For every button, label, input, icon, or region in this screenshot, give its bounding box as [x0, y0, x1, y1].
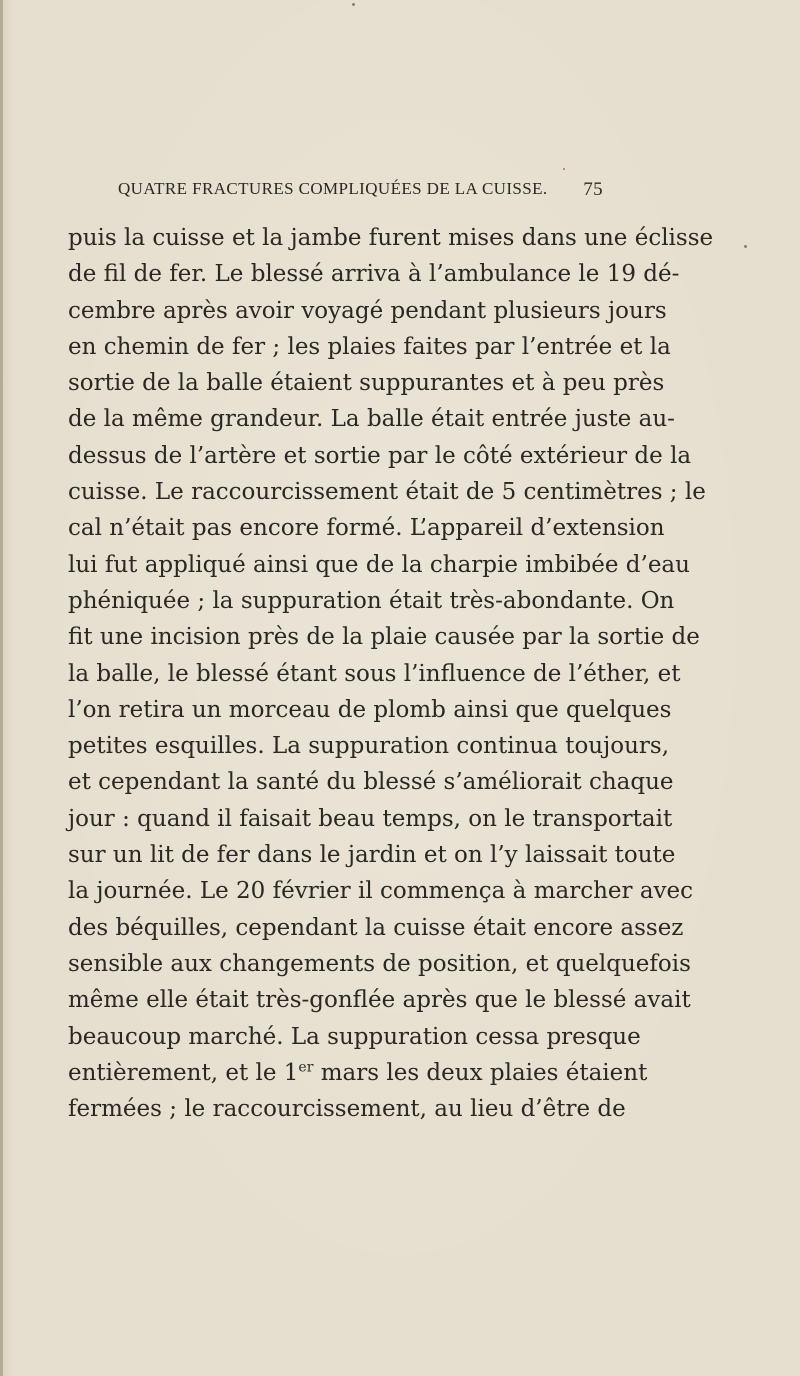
ink-speck [563, 168, 565, 170]
text-line: fit une incision près de la plaie causée par la sortie de [68, 624, 700, 651]
text-line: de fil de fer. Le blessé arriva à l’ambulance le 19 dé- [68, 261, 680, 288]
text-line: sortie de la balle étaient suppurantes et à peu près [68, 370, 665, 397]
text-line: de la même grandeur. La balle était entrée juste au- [68, 406, 675, 433]
body-text [68, 220, 714, 1127]
text-segment: entièrement, et le 1 [68, 1059, 299, 1086]
text-line: petites esquilles. La suppuration continua toujours, [68, 733, 669, 760]
ink-speck [744, 245, 747, 248]
page-header [118, 176, 603, 208]
text-line: puis la cuisse et la jambe furent mises dans une éclisse [68, 225, 714, 251]
text-line: en chemin de fer ; les plaies faites par l’entrée et la [68, 333, 671, 360]
running-head: QUATRE FRACTURES COMPLIQUÉES DE LA CUISSE. [118, 179, 548, 198]
text-segment: mars les deux plaies étaient [313, 1059, 648, 1086]
superscript: er [298, 1059, 314, 1076]
text-line: sur un lit de fer dans le jardin et on l’y laissait toute [68, 842, 676, 869]
text-line: des béquilles, cependant la cuisse était encore assez [68, 914, 684, 941]
ink-speck [352, 3, 355, 6]
text-line: lui fut appliqué ainsi que de la charpie imbibée d’eau [68, 551, 690, 578]
text-line-with-superscript [68, 1055, 648, 1091]
text-line: la journée. Le 20 février il commença à marcher avec [68, 878, 694, 905]
text-line: dessus de l’artère et sortie par le côté extérieur de la [68, 442, 692, 469]
text-line: cuisse. Le raccourcissement était de 5 centimètres ; le [68, 479, 706, 506]
text-line: la balle, le blessé étant sous l’influence de l’éther, et [68, 660, 681, 687]
page-number: 75 [583, 179, 603, 200]
text-line: et cependant la santé du blessé s’améliorait chaque [68, 769, 674, 796]
page-edge-shadow [0, 0, 3, 1376]
text-line: beaucoup marché. La suppuration cessa presque [68, 1023, 641, 1050]
text-line: même elle était très-gonflée après que le blessé avait [68, 987, 691, 1014]
text-line: fermées ; le raccourcissement, au lieu d’être de [68, 1096, 626, 1123]
text-line: l’on retira un morceau de plomb ainsi que quelques [68, 696, 672, 723]
text-line: cal n’était pas encore formé. L’appareil d’extension [68, 515, 665, 542]
text-line: jour : quand il faisait beau temps, on le transportait [68, 805, 673, 832]
text-line: cembre après avoir voyagé pendant plusieurs jours [68, 297, 667, 324]
text-line: sensible aux changements de position, et quelquefois [68, 950, 691, 977]
text-line: phéniquée ; la suppuration était très-abondante. On [68, 587, 675, 614]
